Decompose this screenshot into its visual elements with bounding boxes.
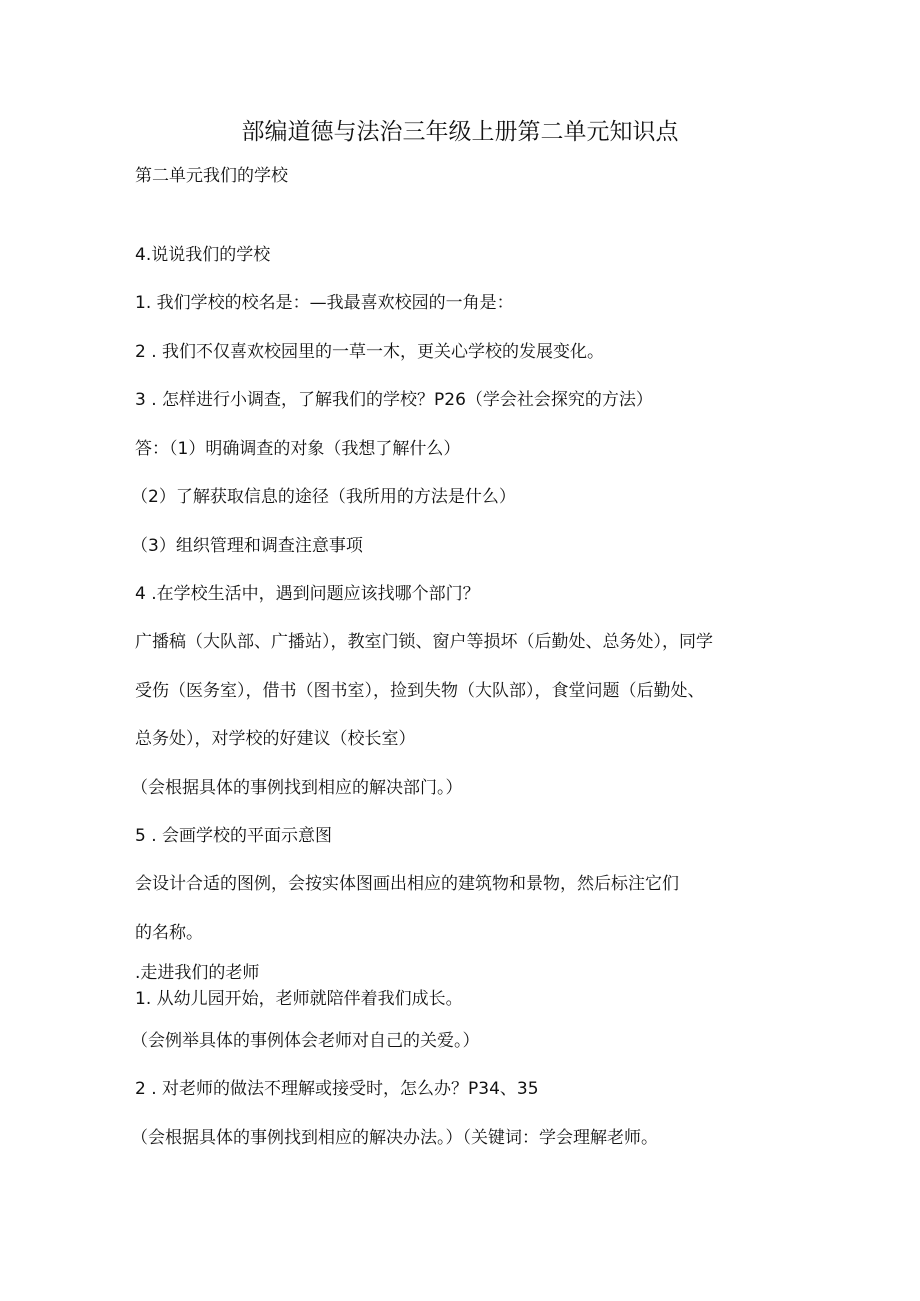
text-line: 会设计合适的图例，会按实体图画出相应的建筑物和景物，然后标注它们 xyxy=(135,874,679,894)
text-line: 2 . 我们不仅喜欢校园里的一草一木，更关心学校的发展变化。 xyxy=(135,342,605,362)
text-line: 1. 从幼儿园开始，老师就陪伴着我们成长。 xyxy=(135,989,463,1009)
lesson-heading: .走进我们的老师 xyxy=(135,963,260,983)
unit-heading: 第二单元我们的学校 xyxy=(135,166,288,186)
text-line: （会例举具体的事例体会老师对自己的关爱。） xyxy=(131,1031,480,1051)
text-line: 受伤（医务室），借书（图书室），捡到失物（大队部），食堂问题（后勤处、 xyxy=(135,681,705,701)
text-line: 3 . 怎样进行小调查，了解我们的学校？P26（学会社会探究的方法） xyxy=(135,390,653,410)
text-line: 总务处），对学校的好建议（校长室） xyxy=(135,729,416,749)
text-line: （3）组织管理和调查注意事项 xyxy=(131,536,363,556)
text-line: 4 .在学校生活中，遇到问题应该找哪个部门？ xyxy=(135,584,480,604)
text-line: 5 . 会画学校的平面示意图 xyxy=(135,826,333,846)
document-title: 部编道德与法治三年级上册第二单元知识点 xyxy=(241,119,679,145)
text-line: 2 . 对老师的做法不理解或接受时，怎么办？P34、35 xyxy=(135,1079,539,1099)
text-line: （2）了解获取信息的途径（我所用的方法是什么） xyxy=(131,487,516,507)
text-line: （会根据具体的事例找到相应的解决办法。）（关键词：学会理解老师。 xyxy=(131,1128,658,1148)
text-line: 1. 我们学校的校名是：—我最喜欢校园的一角是： xyxy=(135,293,514,313)
text-line: （会根据具体的事例找到相应的解决部门。） xyxy=(131,778,463,798)
text-line: 广播稿（大队部、广播站），教室门锁、窗户等损坏（后勤处、总务处），同学 xyxy=(135,632,713,652)
text-line: 的名称。 xyxy=(135,923,203,943)
lesson-heading: 4.说说我们的学校 xyxy=(135,245,271,265)
text-line: 答：（1）明确调查的对象（我想了解什么） xyxy=(135,439,461,459)
